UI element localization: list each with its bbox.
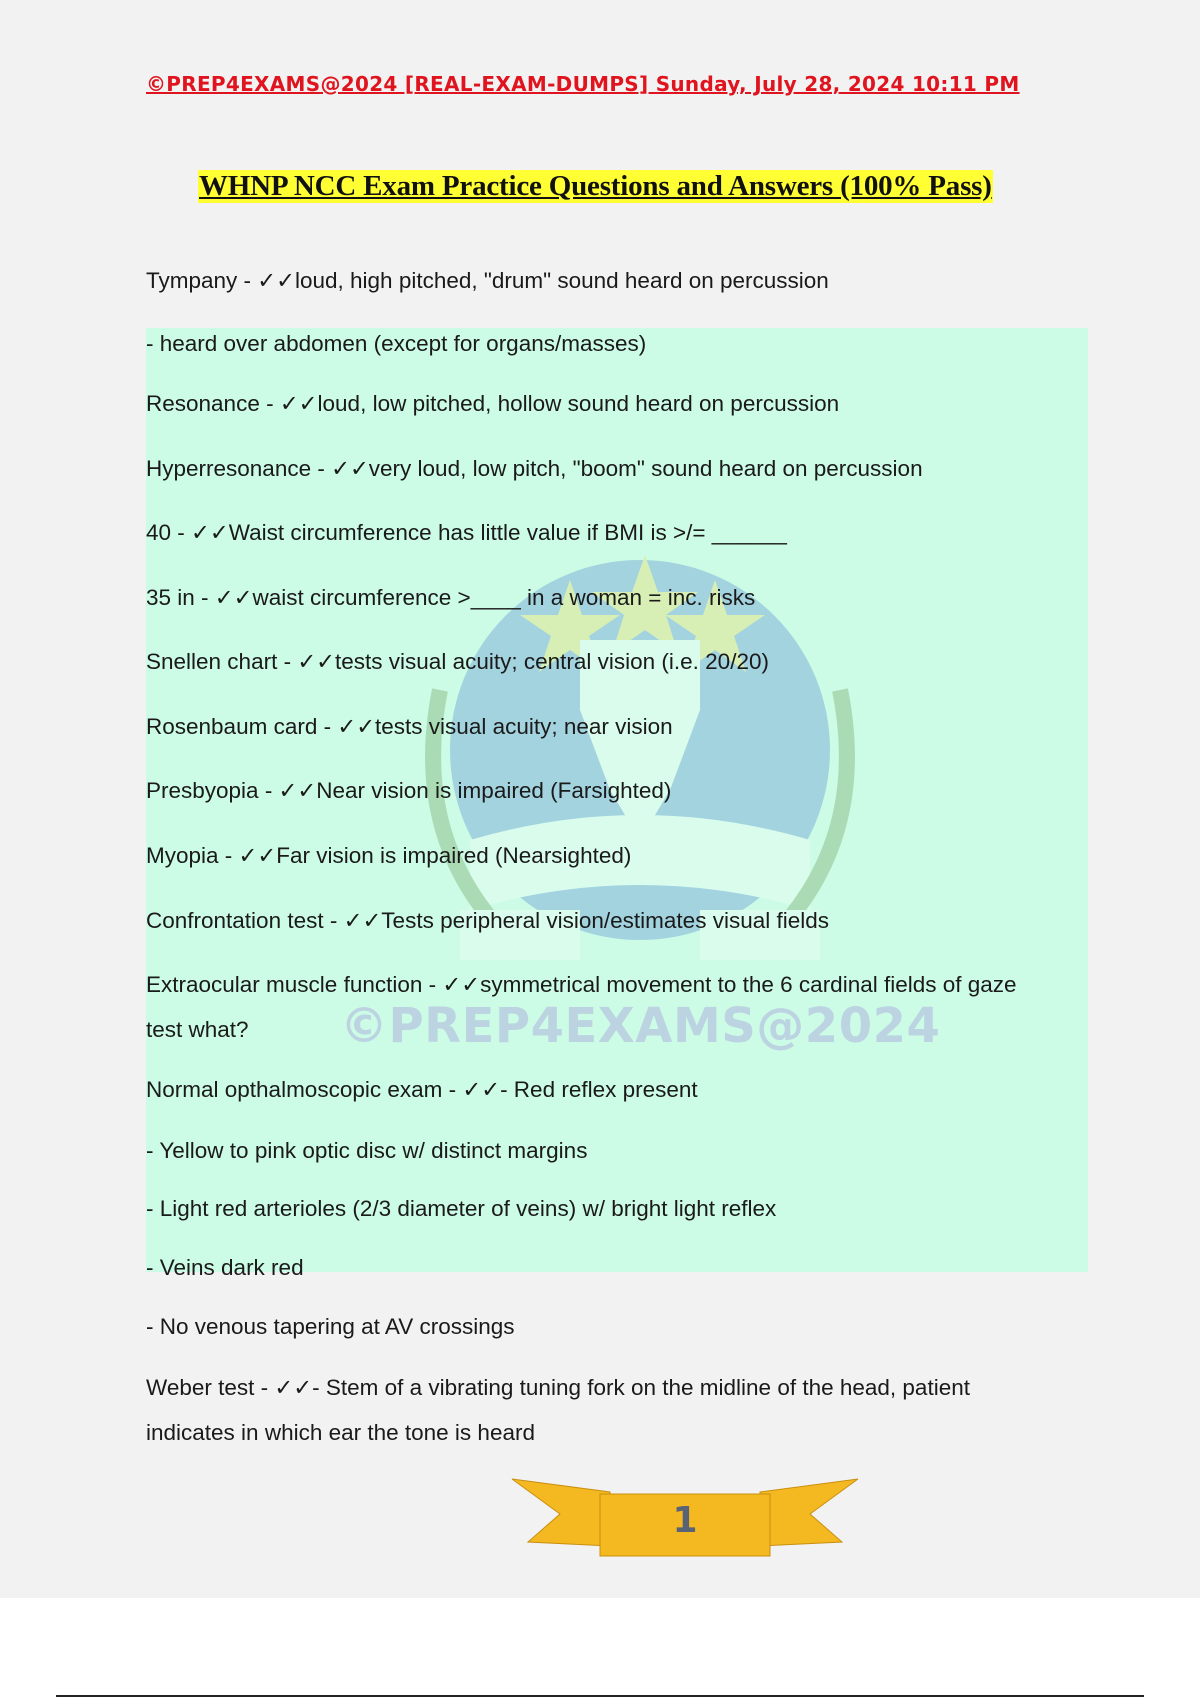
text-line: Hyperresonance - ✓✓very loud, low pitch, "boom" sound heard on percussion <box>146 456 923 481</box>
text-line: - Veins dark red <box>146 1255 304 1280</box>
bottom-divider <box>56 1695 1144 1697</box>
text-line: - Yellow to pink optic disc w/ distinct margins <box>146 1138 588 1163</box>
text-line: 35 in - ✓✓waist circumference >____ in a woman = inc. risks <box>146 585 756 610</box>
text-line: Tympany - ✓✓loud, high pitched, "drum" sound heard on percussion <box>146 268 829 293</box>
text-line: - Light red arterioles (2/3 diameter of veins) w/ bright light reflex <box>146 1196 777 1221</box>
text-line: Extraocular muscle function - ✓✓symmetrical movement to the 6 cardinal fields of gaze <box>146 972 1017 997</box>
document-title: WHNP NCC Exam Practice Questions and Answers (100% Pass) <box>199 170 992 202</box>
text-line: test what? <box>146 1017 249 1042</box>
text-line: 40 - ✓✓Waist circumference has little value if BMI is >/= ______ <box>146 520 787 545</box>
text-line: Normal opthalmoscopic exam - ✓✓- Red reflex present <box>146 1077 698 1102</box>
text-line: Rosenbaum card - ✓✓tests visual acuity; near vision <box>146 714 673 739</box>
text-line: - heard over abdomen (except for organs/masses) <box>146 331 647 356</box>
text-line: - No venous tapering at AV crossings <box>146 1314 515 1339</box>
watermark-text: ©PREP4EXAMS@2024 <box>340 998 941 1054</box>
text-line: Myopia - ✓✓Far vision is impaired (Nearsighted) <box>146 843 632 868</box>
text-line: Presbyopia - ✓✓Near vision is impaired (Farsighted) <box>146 778 672 803</box>
text-line: Resonance - ✓✓loud, low pitched, hollow sound heard on percussion <box>146 391 840 416</box>
text-line: Confrontation test - ✓✓Tests peripheral vision/estimates visual fields <box>146 908 829 933</box>
text-line: indicates in which ear the tone is heard <box>146 1420 535 1445</box>
page-header: ©PREP4EXAMS@2024 [REAL-EXAM-DUMPS] Sunday, July 28, 2024 10:11 PM <box>146 72 1020 96</box>
page-number: 1 <box>672 1500 698 1541</box>
text-line: Snellen chart - ✓✓tests visual acuity; central vision (i.e. 20/20) <box>146 649 769 674</box>
text-line: Weber test - ✓✓- Stem of a vibrating tuning fork on the midline of the head, patient <box>146 1375 970 1400</box>
